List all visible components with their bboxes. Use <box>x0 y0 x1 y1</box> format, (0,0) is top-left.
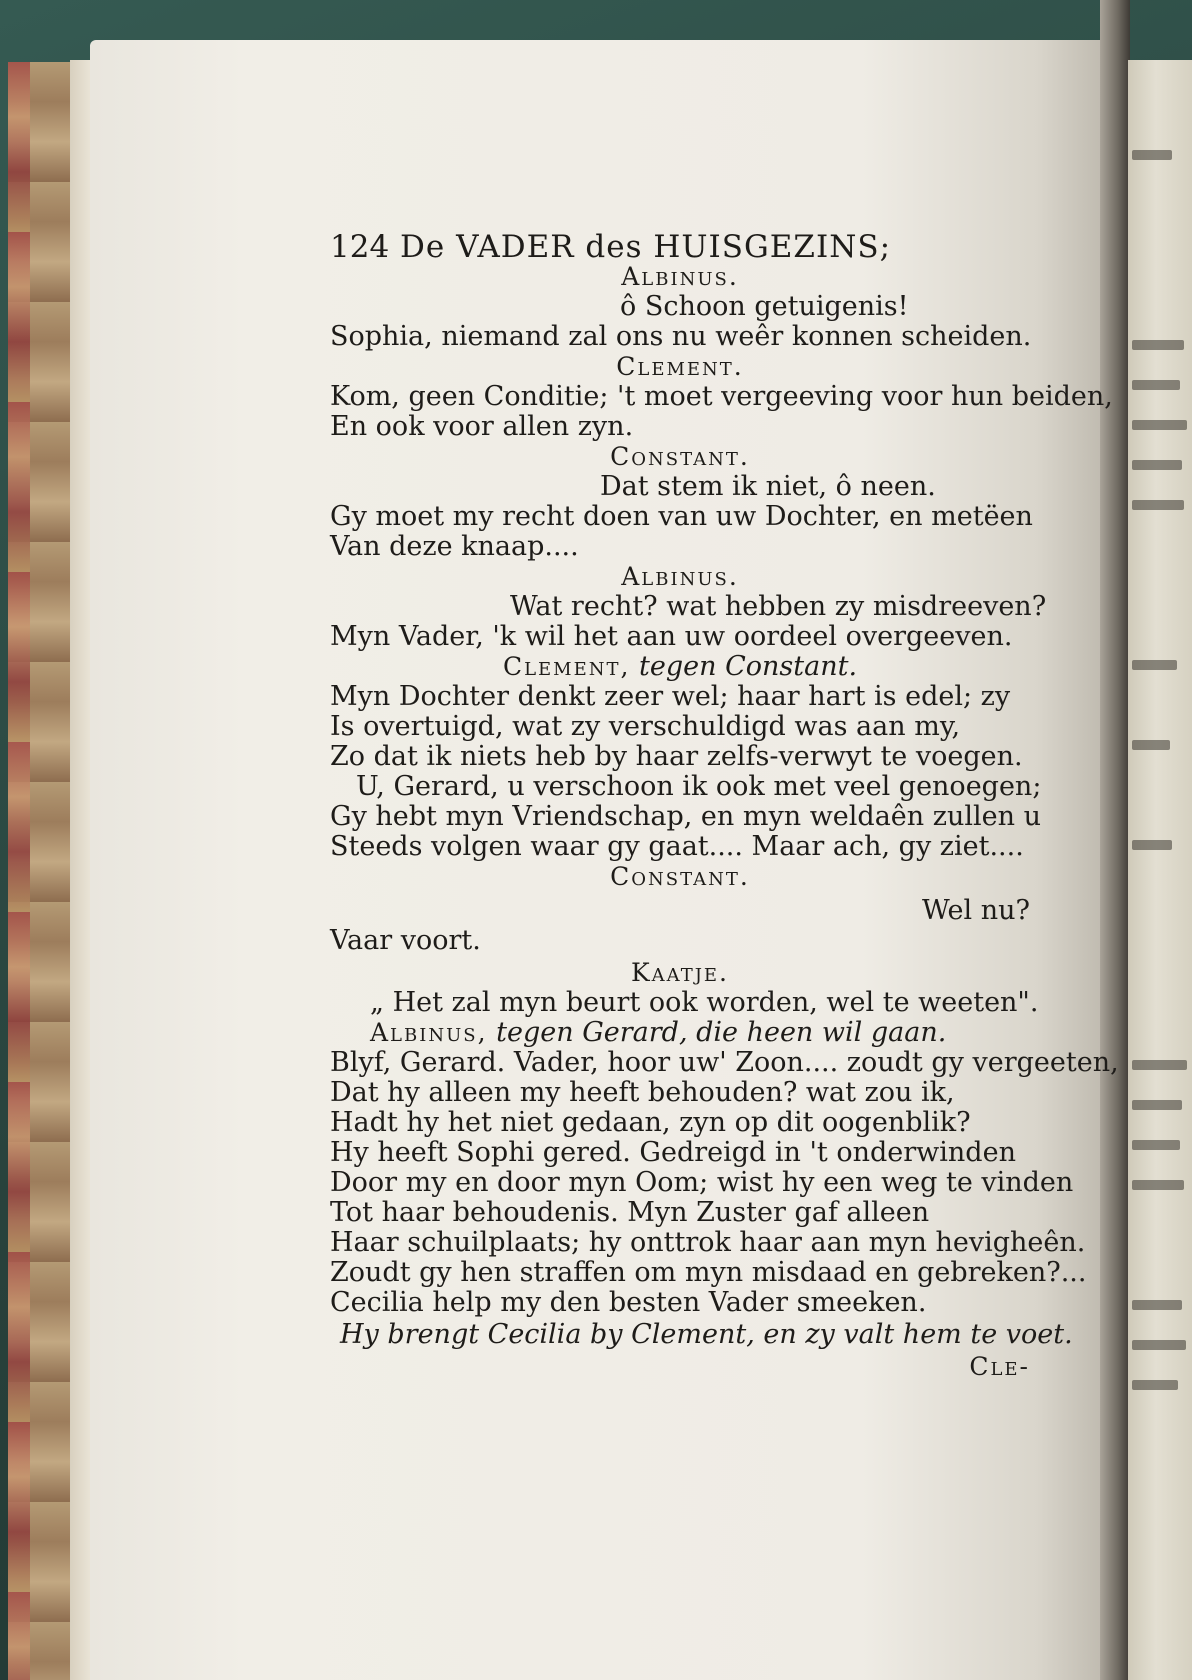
speaker-clement: Clement. <box>616 352 744 381</box>
verse-line: Van deze knaap.... <box>330 531 579 562</box>
verse-line: Gy hebt myn Vriendschap, en myn weldaên zullen u <box>330 801 1041 832</box>
verse-line: U, Gerard, u verschoon ik ook met veel genoegen; <box>356 771 1042 802</box>
speaker-constant: Constant. <box>610 862 750 891</box>
verse-line: Is overtuigd, wat zy verschuldigd was aan my, <box>330 711 961 742</box>
marbled-cover-edge <box>8 62 30 1680</box>
verse-line: Zoudt gy hen straffen om myn misdaad en gebreken?... <box>330 1257 1087 1288</box>
verse-line: Myn Dochter denkt zeer wel; haar hart is edel; zy <box>330 681 1011 712</box>
verse-line: Hadt hy het niet gedaan, zyn op dit oogenblik? <box>330 1107 971 1138</box>
verse-line: Dat hy alleen my heeft behouden? wat zou ik, <box>330 1077 955 1108</box>
verse-line: ô Schoon getuigenis! <box>620 291 909 322</box>
book-gutter <box>1100 0 1130 1680</box>
verse-line: Hy heeft Sophi gered. Gedreigd in 't onderwinden <box>330 1137 1016 1168</box>
speaker-kaatje: Kaatje. <box>631 958 729 987</box>
running-title: De VADER des HUISGEZINS; <box>400 229 892 265</box>
verse-line: Steeds volgen waar gy gaat.... Maar ach, gy ziet.... <box>330 831 1024 862</box>
verse-line: „ Het zal myn beurt ook worden, wel te weeten". <box>370 987 1039 1018</box>
verse-line: Cecilia help my den besten Vader smeeken. <box>330 1287 927 1318</box>
verse-line: Dat stem ik niet, ô neen. <box>600 471 936 502</box>
catchword: Cle- <box>969 1352 1030 1381</box>
verse-line: Vaar voort. <box>330 925 481 956</box>
speaker-albinus: Albinus. <box>621 262 739 291</box>
running-head <box>330 229 892 265</box>
verse-line: En ook voor allen zyn. <box>330 411 634 442</box>
verse-line: Kom, geen Conditie; 't moet vergeeving voor hun beiden, <box>330 381 1113 412</box>
verse-line: Wat recht? wat hebben zy misdreeven? <box>510 591 1047 622</box>
page-edges <box>70 60 92 1680</box>
facing-page-fragment <box>1128 60 1192 1680</box>
speaker-constant: Constant. <box>610 442 750 471</box>
speaker-clement-direction: Clement, tegen Constant. <box>502 651 858 682</box>
verse-line: Door my en door myn Oom; wist hy een weg te vinden <box>330 1167 1074 1198</box>
verse-line: Haar schuilplaats; hy onttrok haar aan myn hevigheên. <box>330 1227 1086 1258</box>
verse-line: Blyf, Gerard. Vader, hoor uw' Zoon.... zoudt gy vergeeten, <box>330 1047 1119 1078</box>
speaker-albinus-direction: Albinus, tegen Gerard, die heen wil gaan. <box>370 1017 947 1048</box>
verse-line: Sophia, niemand zal ons nu weêr konnen scheiden. <box>330 321 1032 352</box>
speaker-albinus: Albinus. <box>621 562 739 591</box>
verse-line: Tot haar behoudenis. Myn Zuster gaf alleen <box>330 1197 930 1228</box>
page-number: 124 <box>330 229 390 265</box>
verse-line: Gy moet my recht doen van uw Dochter, en metëen <box>330 501 1033 532</box>
stage-direction: Hy brengt Cecilia by Clement, en zy valt hem te voet. <box>340 1319 1073 1350</box>
verse-line: Myn Vader, 'k wil het aan uw oordeel overgeeven. <box>330 621 1013 652</box>
verse-line: Zo dat ik niets heb by haar zelfs-verwyt te voegen. <box>330 741 1023 772</box>
verse-line: Wel nu? <box>922 895 1030 926</box>
